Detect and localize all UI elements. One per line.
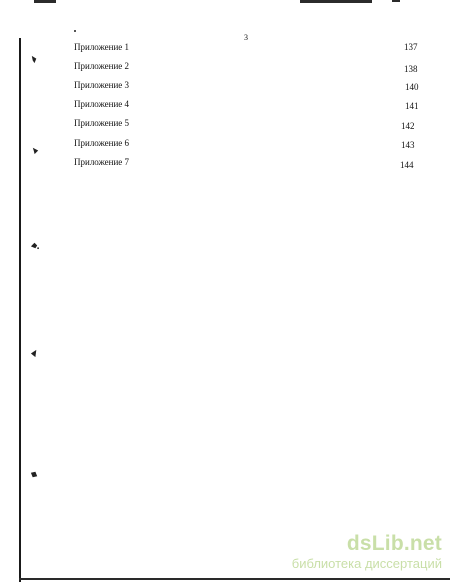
toc-entry-page: 138 — [404, 64, 418, 74]
binding-hole-mark — [30, 470, 39, 479]
toc-entry-label: Приложение 6 — [74, 138, 130, 148]
toc-entry-label: Приложение 7 — [74, 157, 130, 167]
binding-hole-mark — [30, 349, 39, 358]
toc-entry — [74, 156, 424, 168]
toc-entry-page: 144 — [400, 160, 414, 170]
toc-entry-page: 143 — [401, 140, 415, 150]
binding-hole-mark — [31, 146, 40, 155]
toc-entry — [74, 60, 424, 72]
toc-entry-label: Приложение 2 — [74, 61, 130, 71]
toc-entry-page: 137 — [404, 42, 418, 52]
watermark-logo: dsLib.net — [346, 532, 442, 555]
scan-edge-mark — [300, 0, 372, 3]
scan-speck — [74, 30, 76, 32]
watermark-tagline: библиотека диссертаций — [291, 556, 442, 571]
toc-entry-page: 140 — [405, 82, 419, 92]
toc-entry — [74, 137, 424, 149]
toc-entry-label: Приложение 5 — [74, 118, 130, 128]
toc-entry — [74, 41, 424, 53]
toc-entry-label: Приложение 3 — [74, 80, 130, 90]
toc-entry-page: 141 — [405, 101, 419, 111]
page-number: 3 — [244, 33, 248, 42]
toc-entry — [74, 79, 424, 91]
watermark — [262, 533, 442, 572]
toc-entry — [74, 117, 424, 129]
binding-hole-mark — [30, 55, 39, 64]
page-left-edge — [19, 38, 21, 582]
scan-edge-mark — [34, 0, 56, 3]
toc-entry-page: 142 — [401, 121, 415, 131]
toc-entry-label: Приложение 4 — [74, 99, 130, 109]
binding-hole-mark — [30, 241, 39, 250]
scan-edge-mark — [392, 0, 400, 2]
page-bottom-edge — [19, 578, 450, 580]
toc-entry — [74, 98, 424, 110]
toc-entry-label: Приложение 1 — [74, 42, 130, 52]
